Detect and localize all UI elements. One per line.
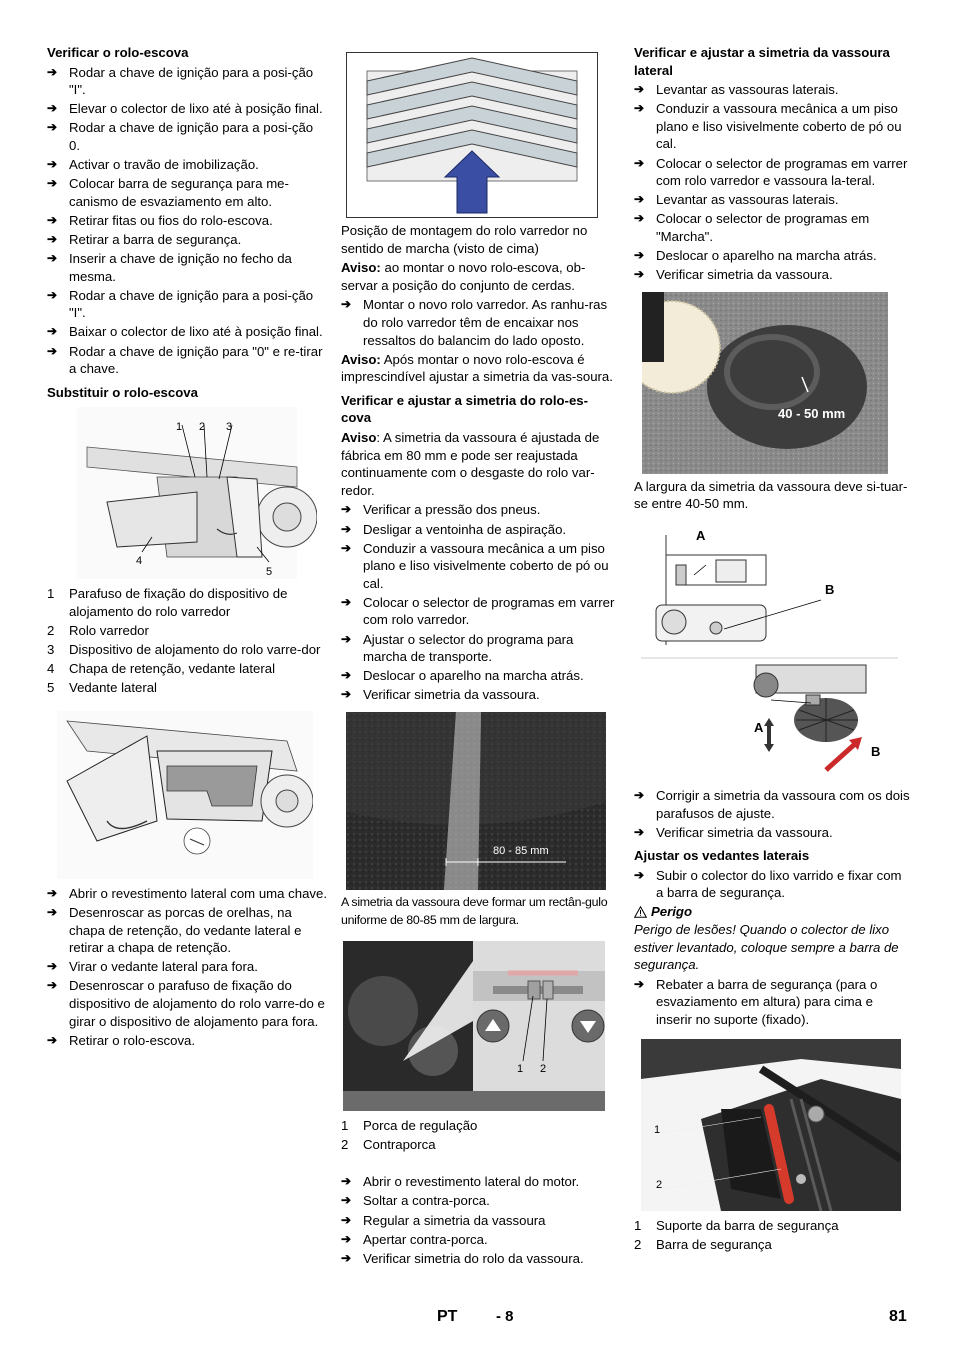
side-seal-illustration [47,711,313,879]
fig-label-b: B [825,581,835,597]
section-title-replace-brush: Substituir o rolo-escova [47,384,198,400]
step: ➔ Retirar o rolo-escova. [47,1032,327,1050]
sweep-pattern-photo [346,712,606,890]
fig-label-1: 1 [654,1123,661,1136]
brush-chevron-illustration [347,53,597,217]
step: ➔ Virar o vedante lateral para fora. [47,958,327,976]
step: ➔ Verificar a pressão dos pneus. [341,501,617,519]
step: ➔ Activar o travão de imobilização. [47,156,327,174]
fig-label-b: B [871,743,881,759]
step: ➔ Levantar as vassouras laterais. [634,81,910,99]
step: ➔ Deslocar o aparelho na marcha atrás. [634,247,910,265]
step: ➔ Deslocar o aparelho na marcha atrás. [341,667,617,685]
step: ➔ Retirar fitas ou fios do rolo-escova. [47,212,327,230]
figure-brush-mount-drawing [47,407,317,579]
legend-item: 1 Suporte da barra de segurança [634,1217,839,1233]
fig-label-4: 4 [136,555,143,568]
step: ➔ Verificar simetria do rolo da vassoura. [341,1250,617,1268]
step: ➔ Apertar contra-porca. [341,1231,617,1249]
step: ➔ Inserir a chave de ignição no fecho da mesma. [47,250,327,285]
legend-item: 2 Barra de segurança [634,1236,772,1252]
step: ➔ Elevar o colector de lixo até à posição final. [47,100,327,118]
step: ➔ Regular a simetria da vassoura [341,1212,617,1230]
step: ➔ Rodar a chave de ignição para "0" e re-tirar a chave. [47,343,327,378]
legend-item: 2 Rolo varredor [47,622,149,638]
fig-label-2: 2 [199,421,206,434]
section-title-main-brush-pattern: Verificar e ajustar a simetria do rolo-es-cova [341,392,589,426]
step: ➔ Verificar simetria da vassoura. [634,824,910,842]
fig-label-a: A [754,719,764,735]
side-brush-pattern-photo [642,292,888,474]
step: ➔ Desenroscar o parafuso de fixação do dispositivo de alojamento do rolo varre-do e girar o dispositivo de alojamento para fora. [47,977,327,1030]
step: ➔ Colocar barra de segurança para me-canismo de esvaziamento em alto. [47,175,327,210]
step: ➔ Colocar o selector de programas em varrer com rolo varredor. [341,594,617,629]
section-title-check-brush: Verificar o rolo-escova [47,45,189,60]
fig-label-5: 5 [266,566,273,579]
measurement-label: 80 - 85 mm [493,844,549,857]
fig-label-a: A [696,527,706,543]
step: ➔ Rebater a barra de segurança (para o esvaziamento em altura) para cima e inserir no suporte (fixado). [634,976,910,1029]
legend-item: 1 Parafuso de fixação do dispositivo de alojamento do rolo varredor [47,586,288,619]
warning-triangle-icon [634,906,647,918]
section-title-side-seals: Ajustar os vedantes laterais [634,848,810,864]
fig-label-2: 2 [540,1063,547,1076]
step: ➔ Abrir o revestimento lateral com uma chave. [47,885,327,903]
column-middle [341,52,617,1269]
step: ➔ Desenroscar as porcas de orelhas, na chapa de retenção, do vedante lateral e retirar a chapa de retenção. [47,904,327,957]
adjustment-nuts-photo [343,941,605,1111]
figure-caption: A simetria da vassoura deve formar um rectân-gulo uniforme de 80-85 mm de largura. [341,894,608,927]
safety-bar-photo [641,1039,901,1211]
figure-side-seal-drawing [47,711,313,879]
danger-text: Perigo de lesões! Quando o colector de lixo estiver levantado, coloque sempre a barra de segurança. [634,922,899,973]
figure-side-brush-adjust [636,525,898,781]
step: ➔ Retirar a barra de segurança. [47,231,327,249]
side-brush-adjust-illustration [636,525,898,781]
photo-adjustment-nuts [343,941,605,1111]
note: Aviso: A simetria da vassoura é ajustada de fábrica em 80 mm e pode ser reajustada continuamente com o desgaste do rolo var-redor. [341,430,600,498]
danger-heading: Perigo [634,903,910,921]
step: ➔ Soltar a contra-porca. [341,1192,617,1210]
fig-label-1: 1 [176,421,183,434]
step: ➔ Verificar simetria da vassoura. [341,686,617,704]
step: ➔ Conduzir a vassoura mecânica a um piso plano e liso visivelmente coberto de pó ou cal. [634,100,910,153]
footer-page-local: - 8 [496,1308,514,1325]
fig-label-2: 2 [656,1178,663,1191]
step: ➔ Colocar o selector de programas em varrer com rolo varredor e vassoura la-teral. [634,155,910,190]
step: ➔ Colocar o selector de programas em "Marcha". [634,210,910,245]
step: ➔ Montar o novo rolo varredor. As ranhu-ras do rolo varredor têm de encaixar nos ressaltos do balancim do lado oposto. [341,296,617,349]
measurement-label: 40 - 50 mm [778,405,846,421]
figure-caption: Posição de montagem do rolo varredor no sentido de marcha (visto de cima) [341,223,588,256]
legend-item: 2 Contraporca [341,1137,436,1153]
legend-item: 1 Porca de regulação [341,1118,478,1134]
fig-label-1: 1 [517,1063,524,1076]
step: ➔ Rodar a chave de ignição para a posi-ção "I". [47,287,327,322]
figure-brush-direction [346,52,598,218]
footer-page-number: 81 [889,1308,907,1325]
legend-item: 4 Chapa de retenção, vedante lateral [47,661,276,677]
step: ➔ Conduzir a vassoura mecânica a um piso plano e liso visivelmente coberto de pó ou cal. [341,540,617,593]
step: ➔ Levantar as vassouras laterais. [634,191,910,209]
column-right [634,44,910,1255]
step: ➔ Baixar o colector de lixo até à posição final. [47,323,327,341]
step: ➔ Abrir o revestimento lateral do motor. [341,1173,617,1191]
step: ➔ Subir o colector do lixo varrido e fixar com a barra de segurança. [634,867,910,902]
figure-caption: A largura da simetria da vassoura deve si-tuar-se entre 40-50 mm. [634,478,908,512]
step: ➔ Corrigir a simetria da vassoura com os dois parafusos de ajuste. [634,787,910,822]
step: ➔ Ajustar o selector do programa para marcha de transporte. [341,631,617,666]
step: ➔ Rodar a chave de ignição para a posi-ção 0. [47,119,327,154]
step: ➔ Desligar a ventoinha de aspiração. [341,521,617,539]
note: Aviso: Após montar o novo rolo-escova é imprescindível ajustar a simetria da vas-soura. [341,351,613,385]
photo-sweep-pattern-side [642,292,888,474]
step: ➔ Verificar simetria da vassoura. [634,266,910,284]
legend-item: 5 Vedante lateral [47,680,157,696]
column-left [47,44,327,1051]
photo-safety-bar [641,1039,901,1211]
note: Aviso: ao montar o novo rolo-escova, ob-servar a posição do conjunto de cerdas. [341,260,586,293]
fig-label-3: 3 [226,421,233,434]
footer-language: PT [437,1308,458,1325]
legend-item: 3 Dispositivo de alojamento do rolo varre-dor [47,642,321,658]
section-title-side-brush-pattern: Verificar e ajustar a simetria da vassoura lateral [634,45,890,78]
photo-sweep-pattern-main [346,712,606,890]
step: ➔ Rodar a chave de ignição para a posi-ção "I". [47,64,327,99]
